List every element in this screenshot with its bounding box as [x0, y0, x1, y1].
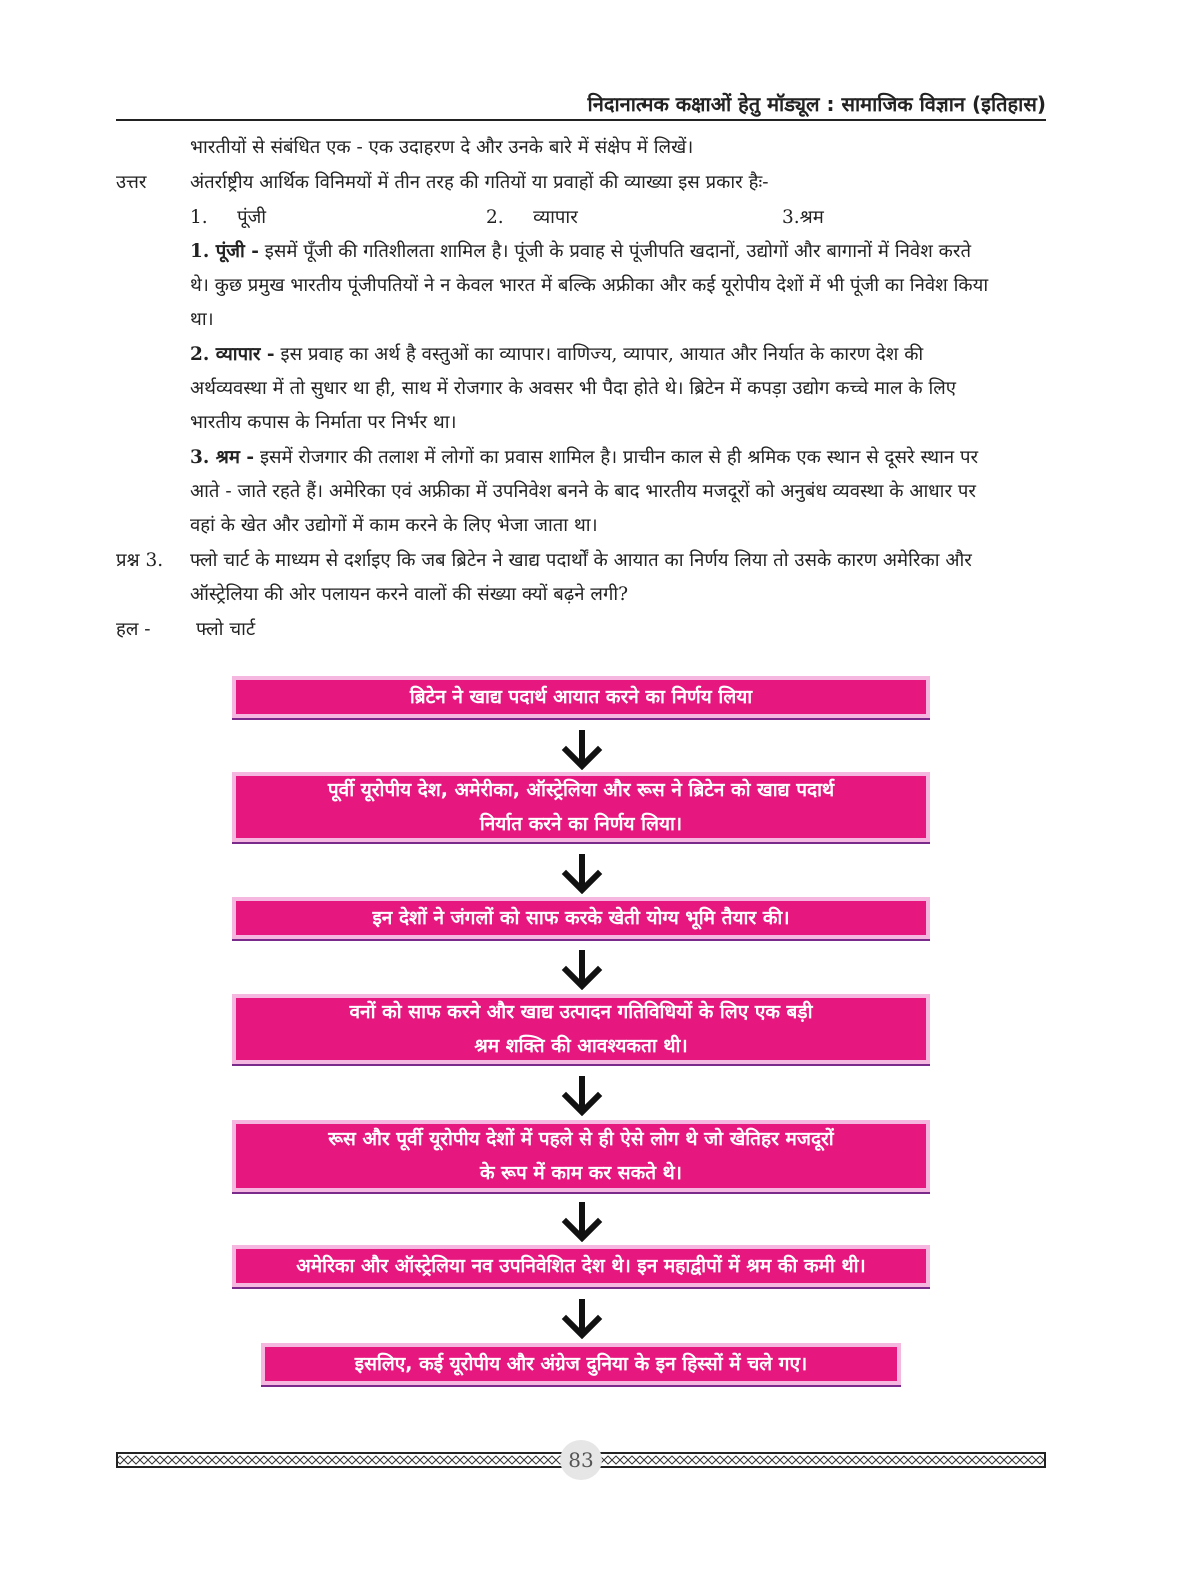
paragraph-text: इसमें रोजगार की तलाश में लोगों का प्रवास शामिल है। प्राचीन काल से ही श्रमिक एक स्थान से दूसरे स्थान पर: [259, 447, 979, 468]
list-label: व्यापार: [533, 207, 578, 228]
solution-label: हल -: [116, 619, 151, 640]
question-label: प्रश्न 3.: [116, 550, 164, 571]
down-arrow-icon: [560, 730, 604, 770]
page-number: 83: [560, 1440, 602, 1480]
flow-step-text: इन देशों ने जंगलों को साफ करके खेती योग्य भूमि तैयार की।: [372, 907, 790, 929]
flow-step-3: [232, 897, 930, 939]
flow-step-1: [232, 676, 930, 718]
paragraph-capital-line-3: था।: [190, 309, 214, 330]
flow-step-text: ब्रिटेन ने खाद्य पदार्थ आयात करने का निर्णय लिया: [409, 686, 753, 708]
down-arrow-icon: [560, 1299, 604, 1339]
paragraph-capital-line-2: थे। कुछ प्रमुख भारतीय पूंजीपतियों ने न केवल भारत में बल्कि अफ्रीका और कई यूरोपीय देशों में भी पूंजी का निवेश किया: [190, 275, 989, 296]
flow-step-text: रूस और पूर्वी यूरोपीय देशों में पहले से ही ऐसे लोग थे जो खेतिहर मजदूरों: [328, 1128, 834, 1150]
question-line-1: फ्लो चार्ट के माध्यम से दर्शाइए कि जब ब्रिटेन ने खाद्य पदार्थों के आयात का निर्णय लिया तो उसके कारण अमेरिका और: [190, 550, 972, 571]
flow-step-4: [232, 994, 930, 1064]
down-arrow-icon: [560, 1202, 604, 1242]
question-line-2: ऑस्ट्रेलिया की ओर पलायन करने वालों की संख्या क्यों बढ़ने लगी?: [190, 584, 629, 605]
intro-line: भारतीयों से संबंधित एक - एक उदाहरण दे और उनके बारे में संक्षेप में लिखें।: [190, 137, 694, 158]
flow-step-text: श्रम शक्ति की आवश्यकता थी।: [474, 1035, 688, 1057]
paragraph-trade-line-2: अर्थव्यवस्था में तो सुधार था ही, साथ में रोजगार के अवसर भी पैदा होते थे। ब्रिटेन में कपड़ा उद्योग कच्चे माल के लिए: [190, 378, 957, 399]
list-item-2: [486, 201, 578, 235]
list-label: पूंजी: [237, 207, 267, 228]
flow-step-5: [232, 1120, 930, 1192]
list-num: 1.: [190, 207, 208, 228]
flow-step-6: [232, 1245, 930, 1287]
paragraph-capital-line-1: [190, 235, 1046, 269]
flow-step-text: वनों को साफ करने और खाद्य उत्पादन गतिविधियों के लिए एक बड़ी: [349, 1001, 813, 1023]
page-header: निदानात्मक कक्षाओं हेतु मॉड्यूल : सामाजिक विज्ञान (इतिहास): [587, 92, 1046, 116]
list-num: 3.: [782, 207, 800, 228]
flow-step-text: के रूप में काम कर सकते थे।: [479, 1162, 683, 1184]
flow-step-text: इसलिए, कई यूरोपीय और अंग्रेज दुनिया के इन हिस्सों में चले गए।: [354, 1353, 808, 1375]
flow-step-7: [261, 1343, 901, 1385]
paragraph-labour-line-1: [190, 441, 1046, 475]
list-item-1: [190, 201, 266, 235]
term-labour: 3. श्रम -: [190, 447, 255, 468]
flow-step-2: [232, 772, 930, 842]
flow-step-text: पूर्वी यूरोपीय देश, अमेरीका, ऑस्ट्रेलिया और रूस ने ब्रिटेन को खाद्य पदार्थ: [327, 779, 835, 801]
solution-text: फ्लो चार्ट: [196, 619, 256, 640]
paragraph-labour-line-3: वहां के खेत और उद्योगों में काम करने के लिए भेजा जाता था।: [190, 515, 598, 536]
paragraph-text: इस प्रवाह का अर्थ है वस्तुओं का व्यापार। वाणिज्य, व्यापार, आयात और निर्यात के कारण देश की: [280, 344, 924, 365]
answer-text: अंतर्राष्ट्रीय आर्थिक विनिमयों में तीन तरह की गतियों या प्रवाहों की व्याख्या इस प्रकार हैः-: [190, 172, 769, 193]
paragraph-text: इसमें पूँजी की गतिशीलता शामिल है। पूंजी के प्रवाह से पूंजीपति खदानों, उद्योगों और बागानों में निवेश करते: [264, 241, 971, 262]
header-divider: [116, 119, 1046, 121]
paragraph-labour-line-2: आते - जाते रहते हैं। अमेरिका एवं अफ्रीका में उपनिवेश बनने के बाद भारतीय मजदूरों को अनुबंध व्यवस्था के आधार पर: [190, 481, 976, 502]
list-item-3: [782, 201, 824, 235]
flow-step-text: अमेरिका और ऑस्ट्रेलिया नव उपनिवेशित देश थे। इन महाद्वीपों में श्रम की कमी थी।: [296, 1255, 866, 1277]
answer-label: उत्तर: [116, 172, 147, 193]
paragraph-trade-line-1: [190, 338, 1046, 372]
down-arrow-icon: [560, 854, 604, 894]
term-capital: 1. पूंजी -: [190, 241, 259, 262]
down-arrow-icon: [560, 1076, 604, 1116]
list-label: श्रम: [799, 207, 824, 228]
down-arrow-icon: [560, 950, 604, 990]
flow-step-text: निर्यात करने का निर्णय लिया।: [479, 813, 683, 835]
list-num: 2.: [486, 207, 504, 228]
paragraph-trade-line-3: भारतीय कपास के निर्माता पर निर्भर था।: [190, 412, 457, 433]
term-trade: 2. व्यापार -: [190, 344, 275, 365]
